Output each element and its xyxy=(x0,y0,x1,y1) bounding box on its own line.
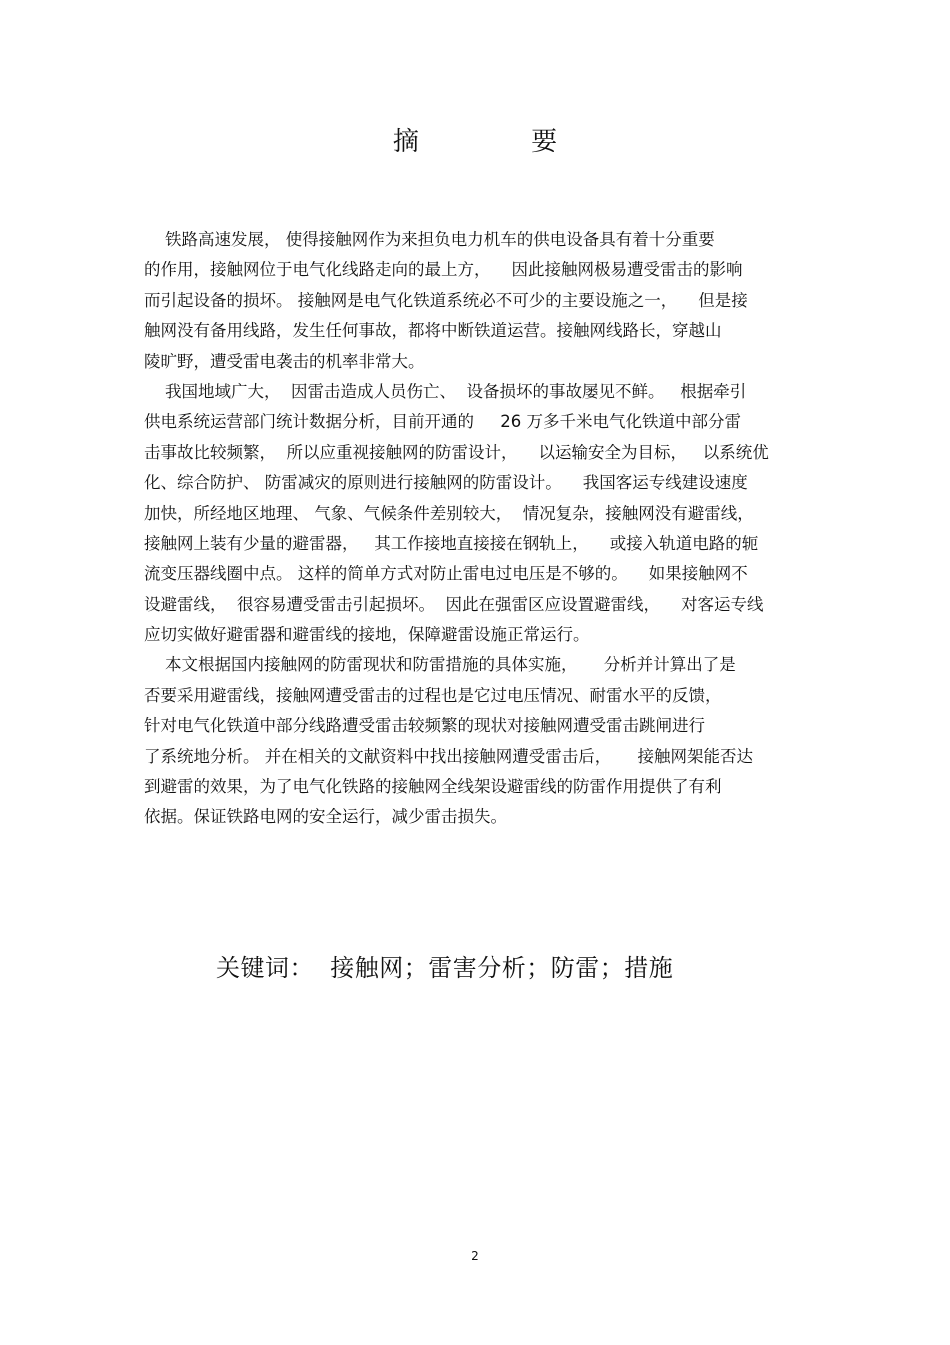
body-line-17: 针对电气化铁道中部分线路遭受雷击较频繁的现状对接触网遭受雷击跳闸进行 xyxy=(144,716,705,736)
body-line-1: 铁路高速发展， 使得接触网作为来担负电力机车的供电设备具有着十分重要 xyxy=(144,230,715,249)
body-line-8: 击事故比较频繁， 所以应重视接触网的防雷设计， 以运输安全为目标， 以系统优 xyxy=(144,442,769,462)
body-line-16: 否要采用避雷线，接触网遭受雷击的过程也是它过电压情况、耐雷水平的反馈， xyxy=(144,685,722,705)
body-line-14: 应切实做好避雷器和避雷线的接地，保障避雷设施正常运行。 xyxy=(144,625,590,645)
body-line-7: 供电系统运营部门统计数据分析，目前开通的 26 万多千米电气化铁道中部分雷 xyxy=(144,412,741,432)
body-line-10: 加快，所经地区地理、 气象、气候条件差别较大， 情况复杂，接触网没有避雷线， xyxy=(144,503,754,523)
body-line-12: 流变压器线圈中点。 这样的简单方式对防止雷电过电压是不够的。 如果接触网不 xyxy=(144,564,748,584)
body-line-18: 了系统地分析。 并在相关的文献资料中找出接触网遭受雷击后， 接触网架能否达 xyxy=(144,746,753,766)
abstract-body xyxy=(144,225,824,833)
keywords-line: 关键词： 接触网；雷害分析；防雷；措施 xyxy=(216,954,674,982)
body-line-20: 依据。保证铁路电网的安全运行，减少雷击损失。 xyxy=(144,807,507,827)
body-line-19: 到避雷的效果，为了电气化铁路的接触网全线架设避雷线的防雷作用提供了有利 xyxy=(144,777,722,797)
body-line-5: 陵旷野，遭受雷电袭击的机率非常大。 xyxy=(144,351,425,371)
body-line-11: 接触网上装有少量的避雷器， 其工作接地直接接在钢轨上， 或接入轨道电路的轭 xyxy=(144,533,759,553)
body-line-3: 而引起设备的损坏。 接触网是电气化铁道系统必不可少的主要设施之一， 但是接 xyxy=(144,290,748,310)
page-number: 2 xyxy=(471,1249,479,1263)
body-line-13: 设避雷线， 很容易遭受雷击引起损坏。 因此在强雷区应设置避雷线， 对客运专线 xyxy=(144,594,764,614)
body-line-15: 本文根据国内接触网的防雷现状和防雷措施的具体实施， 分析并计算出了是 xyxy=(144,655,736,675)
body-line-2: 的作用，接触网位于电气化线路走向的最上方， 因此接触网极易遭受雷击的影响 xyxy=(144,260,743,280)
abstract-title: 摘 要 xyxy=(392,127,610,157)
body-line-9: 化、综合防护、 防雷减灾的原则进行接触网的防雷设计。 我国客运专线建设速度 xyxy=(144,473,748,493)
body-line-6: 我国地域广大， 因雷击造成人员伤亡、 设备损坏的事故屡见不鲜。 根据牵引 xyxy=(144,381,747,401)
body-line-4: 触网没有备用线路，发生任何事故，都将中断铁道运营。接触网线路长，穿越山 xyxy=(144,321,722,341)
